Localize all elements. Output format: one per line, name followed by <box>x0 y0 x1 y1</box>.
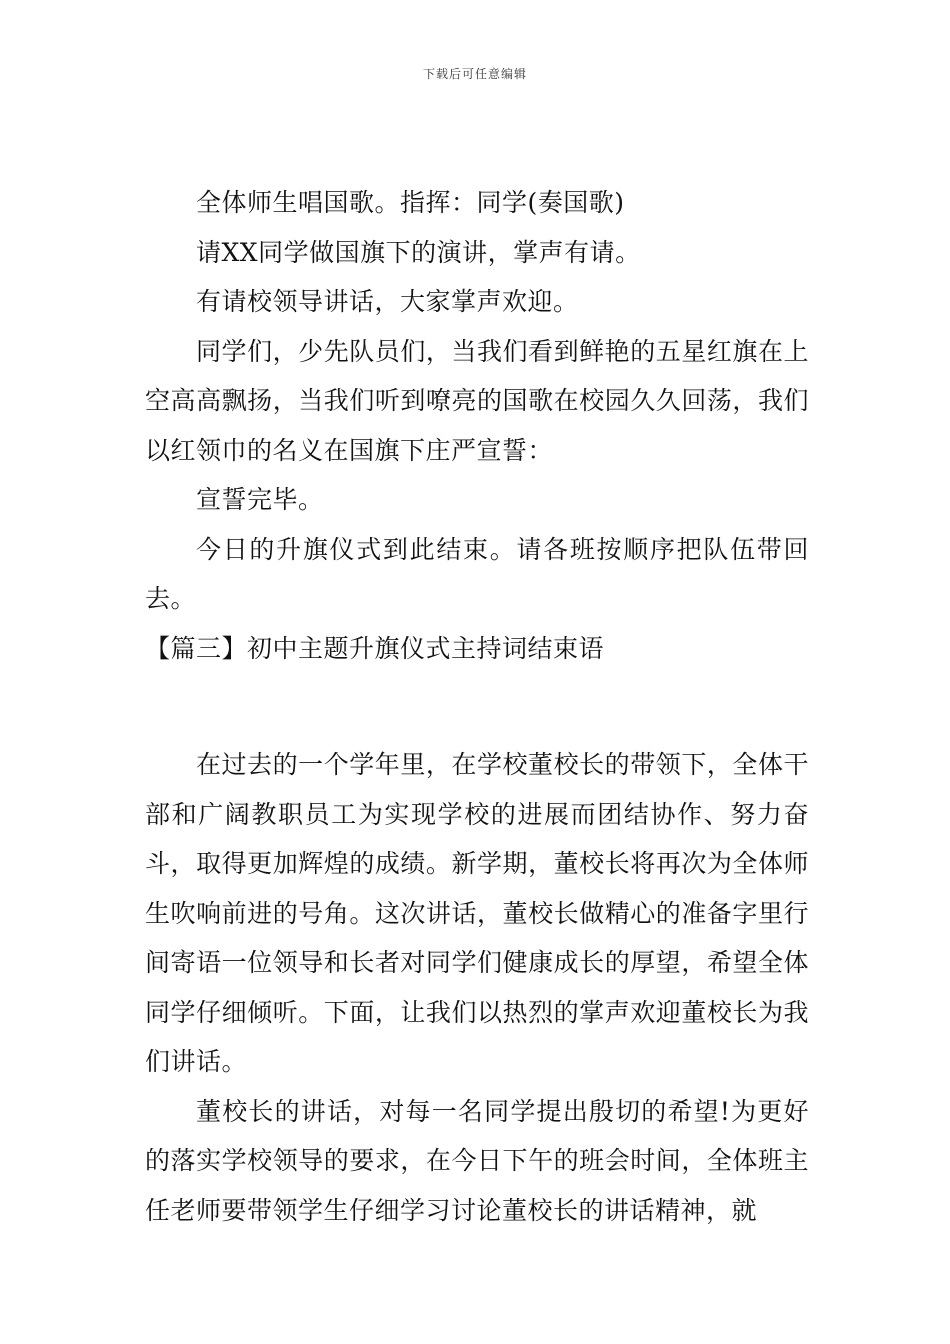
page-header-note: 下载后可任意编辑 <box>422 67 527 81</box>
paragraph-speech-invite: 请XX同学做国旗下的演讲，掌声有请。 <box>196 237 641 267</box>
paragraph-principal-closing: 董校长的讲话，对每一名同学提出殷切的希望!为更好的落实学校领导的要求，在今日下午的班会时间，全体班主任老师要带领学生仔细学习讨论董校长的讲话精神，就 <box>145 1096 809 1225</box>
paragraph-ceremony-end: 今日的升旗仪式到此结束。请各班按顺序把队伍带回去。 <box>145 534 809 613</box>
paragraph-anthem: 全体师生唱国歌。指挥：同学(奏国歌) <box>196 188 625 217</box>
paragraph-principal-intro: 在过去的一个学年里，在学校董校长的带领下，全体干部和广阔教职员工为实现学校的进展而团结协作、努力奋斗，取得更加辉煌的成绩。新学期，董校长将再次为全体师生吹响前进的号角。这次讲话，董校长做精心的准备字里行间寄语一位领导和长者对同学们健康成长的厚望，希望全体同学仔细倾听。下面，让我们以热烈的掌声欢迎董校长为我们讲话。 <box>145 750 809 1076</box>
document-body <box>145 178 809 1235</box>
paragraph-oath-intro: 同学们，少先队员们，当我们看到鲜艳的五星红旗在上空高高飘扬，当我们听到嘹亮的国歌在校园久久回荡，我们以红领巾的名义在国旗下庄严宣誓： <box>145 336 809 465</box>
section-heading: 【篇三】初中主题升旗仪式主持词结束语 <box>145 633 605 663</box>
section-spacer <box>145 673 809 740</box>
paragraph-oath-done: 宣誓完毕。 <box>196 485 324 514</box>
paragraph-leader-invite: 有请校领导讲话，大家掌声欢迎。 <box>196 287 579 316</box>
